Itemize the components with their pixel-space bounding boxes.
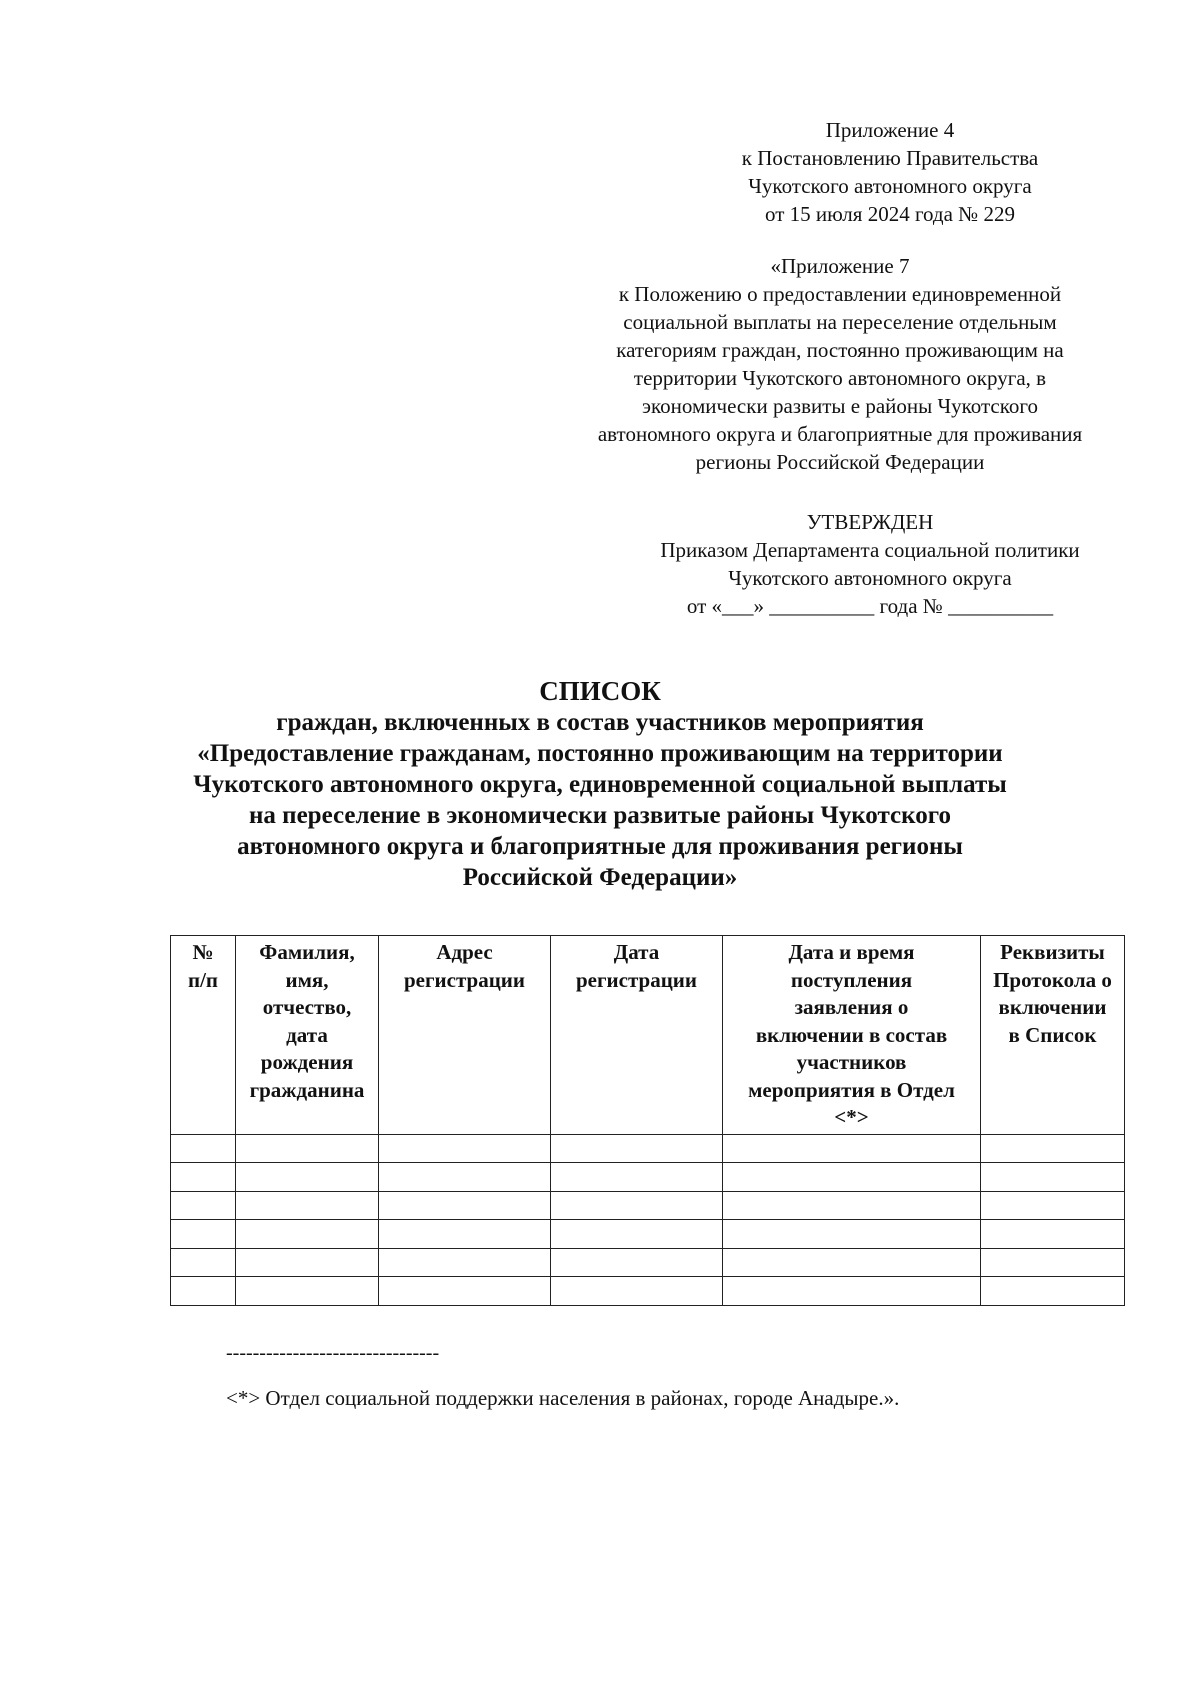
table-cell xyxy=(981,1220,1125,1249)
table-cell xyxy=(379,1277,551,1306)
approval-line: Приказом Департамента социальной политики xyxy=(660,538,1080,562)
table-cell xyxy=(236,1134,379,1163)
table-row xyxy=(171,1134,1125,1163)
appendix-7-line: территории Чукотского автономного округа, в xyxy=(633,366,1047,390)
header-number: № п/п xyxy=(171,936,236,1135)
table-cell xyxy=(551,1277,723,1306)
header-registration-address: Адрес регистрации xyxy=(379,936,551,1135)
table-cell xyxy=(981,1248,1125,1277)
appendix-7-line: социальной выплаты на переселение отдельным xyxy=(623,310,1057,334)
citizens-list-table xyxy=(170,935,1125,1306)
table-cell xyxy=(379,1134,551,1163)
appendix-7-header xyxy=(540,252,1140,476)
title-line: на переселение в экономически развитые районы Чукотского xyxy=(249,802,951,829)
title-line: Российской Федерации» xyxy=(462,864,738,891)
table-row xyxy=(171,1248,1125,1277)
appendix-4-line: от 15 июля 2024 года № 229 xyxy=(765,202,1015,226)
table-cell xyxy=(723,1163,981,1192)
title-heading: СПИСОК xyxy=(539,676,661,706)
table-cell xyxy=(171,1248,236,1277)
table-cell xyxy=(236,1220,379,1249)
table-cell xyxy=(723,1134,981,1163)
table-header-row xyxy=(171,936,1125,1135)
table-cell xyxy=(551,1248,723,1277)
table-row xyxy=(171,1163,1125,1192)
appendix-4-line: к Постановлению Правительства xyxy=(741,146,1039,170)
table-cell xyxy=(171,1220,236,1249)
table-cell xyxy=(171,1277,236,1306)
header-protocol-details: Реквизиты Протокола о включении в Список xyxy=(981,936,1125,1135)
table-cell xyxy=(379,1191,551,1220)
title-line: граждан, включенных в состав участников мероприятия xyxy=(276,709,924,736)
header-full-name: Фамилия, имя, отчество, дата рождения гражданина xyxy=(236,936,379,1135)
table-cell xyxy=(723,1220,981,1249)
title-line: автономного округа и благоприятные для проживания регионы xyxy=(237,833,963,860)
table-cell xyxy=(551,1220,723,1249)
table-cell xyxy=(981,1277,1125,1306)
table-cell xyxy=(723,1248,981,1277)
table-cell xyxy=(236,1191,379,1220)
table-cell xyxy=(379,1248,551,1277)
table-cell xyxy=(551,1191,723,1220)
approval-line: УТВЕРЖДЕН xyxy=(806,510,934,534)
footnote-separator: -------------------------------- xyxy=(226,1342,440,1364)
table-cell xyxy=(723,1191,981,1220)
table-row xyxy=(171,1191,1125,1220)
title-line: Чукотского автономного округа, единовременной социальной выплаты xyxy=(193,771,1007,798)
table-cell xyxy=(236,1163,379,1192)
table-cell xyxy=(236,1277,379,1306)
table-cell xyxy=(981,1134,1125,1163)
table-row xyxy=(171,1220,1125,1249)
appendix-4-line: Приложение 4 xyxy=(825,118,955,142)
appendix-4-line: Чукотского автономного округа xyxy=(748,174,1032,198)
table-cell xyxy=(171,1163,236,1192)
table-row xyxy=(171,1277,1125,1306)
table-cell xyxy=(551,1134,723,1163)
table-cell xyxy=(723,1277,981,1306)
table-cell xyxy=(981,1163,1125,1192)
table-cell xyxy=(379,1163,551,1192)
appendix-7-line: «Приложение 7 xyxy=(770,254,910,278)
approval-line: от «___» __________ года № __________ xyxy=(686,594,1054,618)
table-cell xyxy=(379,1220,551,1249)
footnote-text: <*> Отдел социальной поддержки населения в районах, городе Анадыре.». xyxy=(226,1386,900,1410)
header-application-datetime: Дата и время поступления заявления о включении в состав участников мероприятия в Отдел <*> xyxy=(723,936,981,1135)
appendix-7-line: автономного округа и благоприятные для проживания xyxy=(597,422,1083,446)
table-cell xyxy=(551,1163,723,1192)
appendix-7-line: категориям граждан, постоянно проживающим на xyxy=(616,338,1064,362)
table-cell xyxy=(981,1191,1125,1220)
appendix-7-line: регионы Российской Федерации xyxy=(695,450,985,474)
table-cell xyxy=(171,1191,236,1220)
approval-stamp-block xyxy=(610,508,1130,620)
title-line: «Предоставление гражданам, постоянно проживающим на территории xyxy=(197,740,1003,767)
document-title xyxy=(120,676,1080,893)
appendix-4-header xyxy=(700,116,1080,228)
appendix-7-line: к Положению о предоставлении единовременной xyxy=(618,282,1062,306)
appendix-7-line: экономически развиты е районы Чукотского xyxy=(642,394,1038,418)
table-cell xyxy=(171,1134,236,1163)
header-registration-date: Дата регистрации xyxy=(551,936,723,1135)
approval-line: Чукотского автономного округа xyxy=(728,566,1012,590)
table-cell xyxy=(236,1248,379,1277)
